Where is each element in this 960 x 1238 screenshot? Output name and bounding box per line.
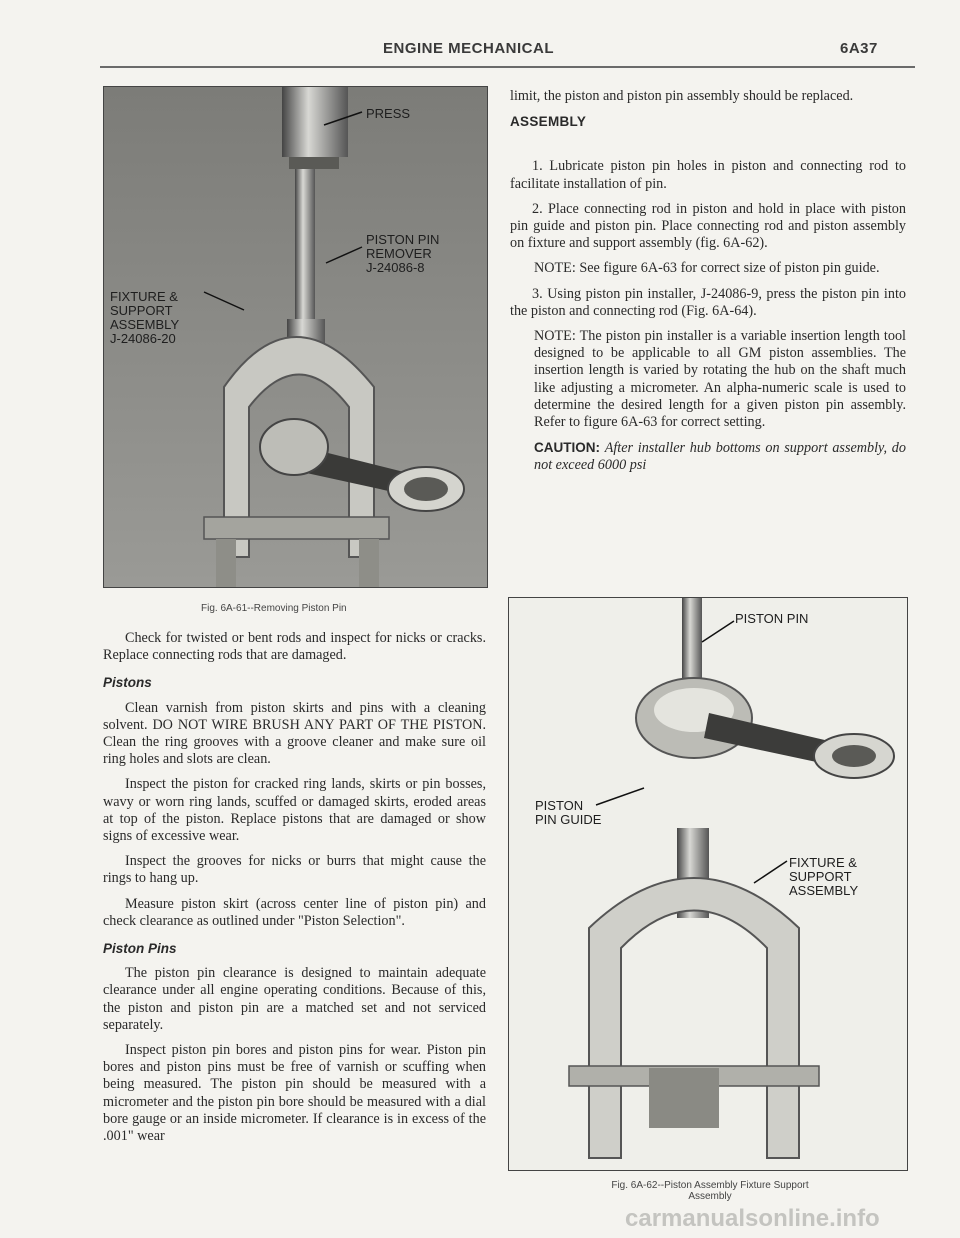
warning-no-wire-brush: DO NOT WIRE BRUSH ANY PART OF THE PISTON. — [152, 716, 486, 733]
watermark: carmanualsonline.info — [625, 1205, 880, 1232]
right-column — [510, 88, 906, 483]
label-piston-pin-remover: PISTON PIN REMOVER J-24086-8 — [366, 232, 440, 275]
figure-piston-assembly-fixture — [508, 597, 908, 1171]
left-column — [103, 630, 486, 1153]
para-clean-pistons: Clean varnish from piston skirts and pins with a cleaning solvent. DO NOT WIRE BRUSH ANY PART OF THE PISTON. Clean the ring grooves with a groove cleaner and make sure oil ring holes and slots are clean. — [103, 699, 486, 768]
caution-label: CAUTION: — [534, 440, 600, 456]
label-piston-pin: PISTON PIN — [735, 611, 809, 626]
heading-piston-pins: Piston Pins — [103, 941, 177, 957]
step-2: 2. Place connecting rod in piston and hold in place with piston pin guide and piston pin. Place connecting rod and piston assembly on fixture and support assembly (fig. 6A-62). — [510, 200, 906, 252]
note-pin-guide-size: NOTE: See figure 6A-63 for correct size of piston pin guide. — [534, 260, 880, 277]
caution-text: After installer hub bottoms on support assembly, do not exceed 6000 psi — [534, 440, 906, 474]
figure-2-caption: Fig. 6A-62--Piston Assembly Fixture Support Assembly — [611, 1180, 809, 1202]
figure-1-caption: Fig. 6A-61--Removing Piston Pin — [201, 603, 347, 614]
step-3: 3. Using piston pin installer, J-24086-9, press the piston pin into the piston and connecting rod (Fig. 6A-64). — [510, 285, 906, 319]
para-inspect-grooves: Inspect the grooves for nicks or burrs that might cause the rings to hang up. — [103, 853, 486, 887]
para-check-rods: Check for twisted or bent rods and inspect for nicks or cracks. Replace connecting rods that are damaged. — [103, 630, 486, 664]
para-wear-limit: limit, the piston and piston pin assembly should be replaced. — [510, 88, 854, 104]
label-fixture-support-assembly: FIXTURE & SUPPORT ASSEMBLY — [789, 855, 859, 898]
page-number: 6A37 — [840, 40, 878, 57]
para-pin-clearance: The piston pin clearance is designed to maintain adequate clearance under all engine operating conditions. Because of this, the piston and piston pin are a matched set and not serviced separately. — [103, 965, 486, 1033]
heading-pistons: Pistons — [103, 675, 152, 691]
header-rule — [100, 66, 915, 68]
para-inspect-piston: Inspect the piston for cracked ring lands, skirts or pin bosses, wavy or worn ring lands, scuffed or damaged skirts, eroded areas at top of the piston. Replace pistons that are damaged or show signs of excessive wear. — [103, 776, 486, 845]
section-title: ENGINE MECHANICAL — [383, 40, 555, 57]
figure-removing-piston-pin — [103, 86, 488, 588]
label-piston-pin-guide: PISTON PIN GUIDE — [535, 798, 602, 827]
step-1: 1. Lubricate piston pin holes in piston and connecting rod to facilitate installation of pin. — [510, 158, 906, 192]
heading-assembly: ASSEMBLY — [510, 114, 587, 130]
note-pin-installer: NOTE: The piston pin installer is a variable insertion length tool designed to be applicable to all GM piston assemblies. The insertion length is varied by rotating the hub on the shaft much like adjusting a micrometer. An alpha-numeric scale is used to determine the desired length for a given piston pin assembly. Refer to figure 6A-63 for correct setting. — [534, 328, 906, 431]
caution-note — [534, 439, 906, 474]
para-inspect-pin-bores: Inspect piston pin bores and piston pins for wear. Piston pin bores and piston pins must be free of varnish or scuffing when being measured. The piston pin should be measured with a micrometer and the piston pin bore should be measured with a dial bore gauge or an inside micrometer. If clearance is in excess of the .001" wear — [103, 1042, 486, 1145]
label-press: PRESS — [366, 106, 411, 121]
para-measure-skirt: Measure piston skirt (across center line of piston pin) and check clearance as outlined under "Piston Selection". — [103, 895, 486, 929]
label-fixture-support: FIXTURE & SUPPORT ASSEMBLY J-24086-20 — [110, 289, 180, 346]
